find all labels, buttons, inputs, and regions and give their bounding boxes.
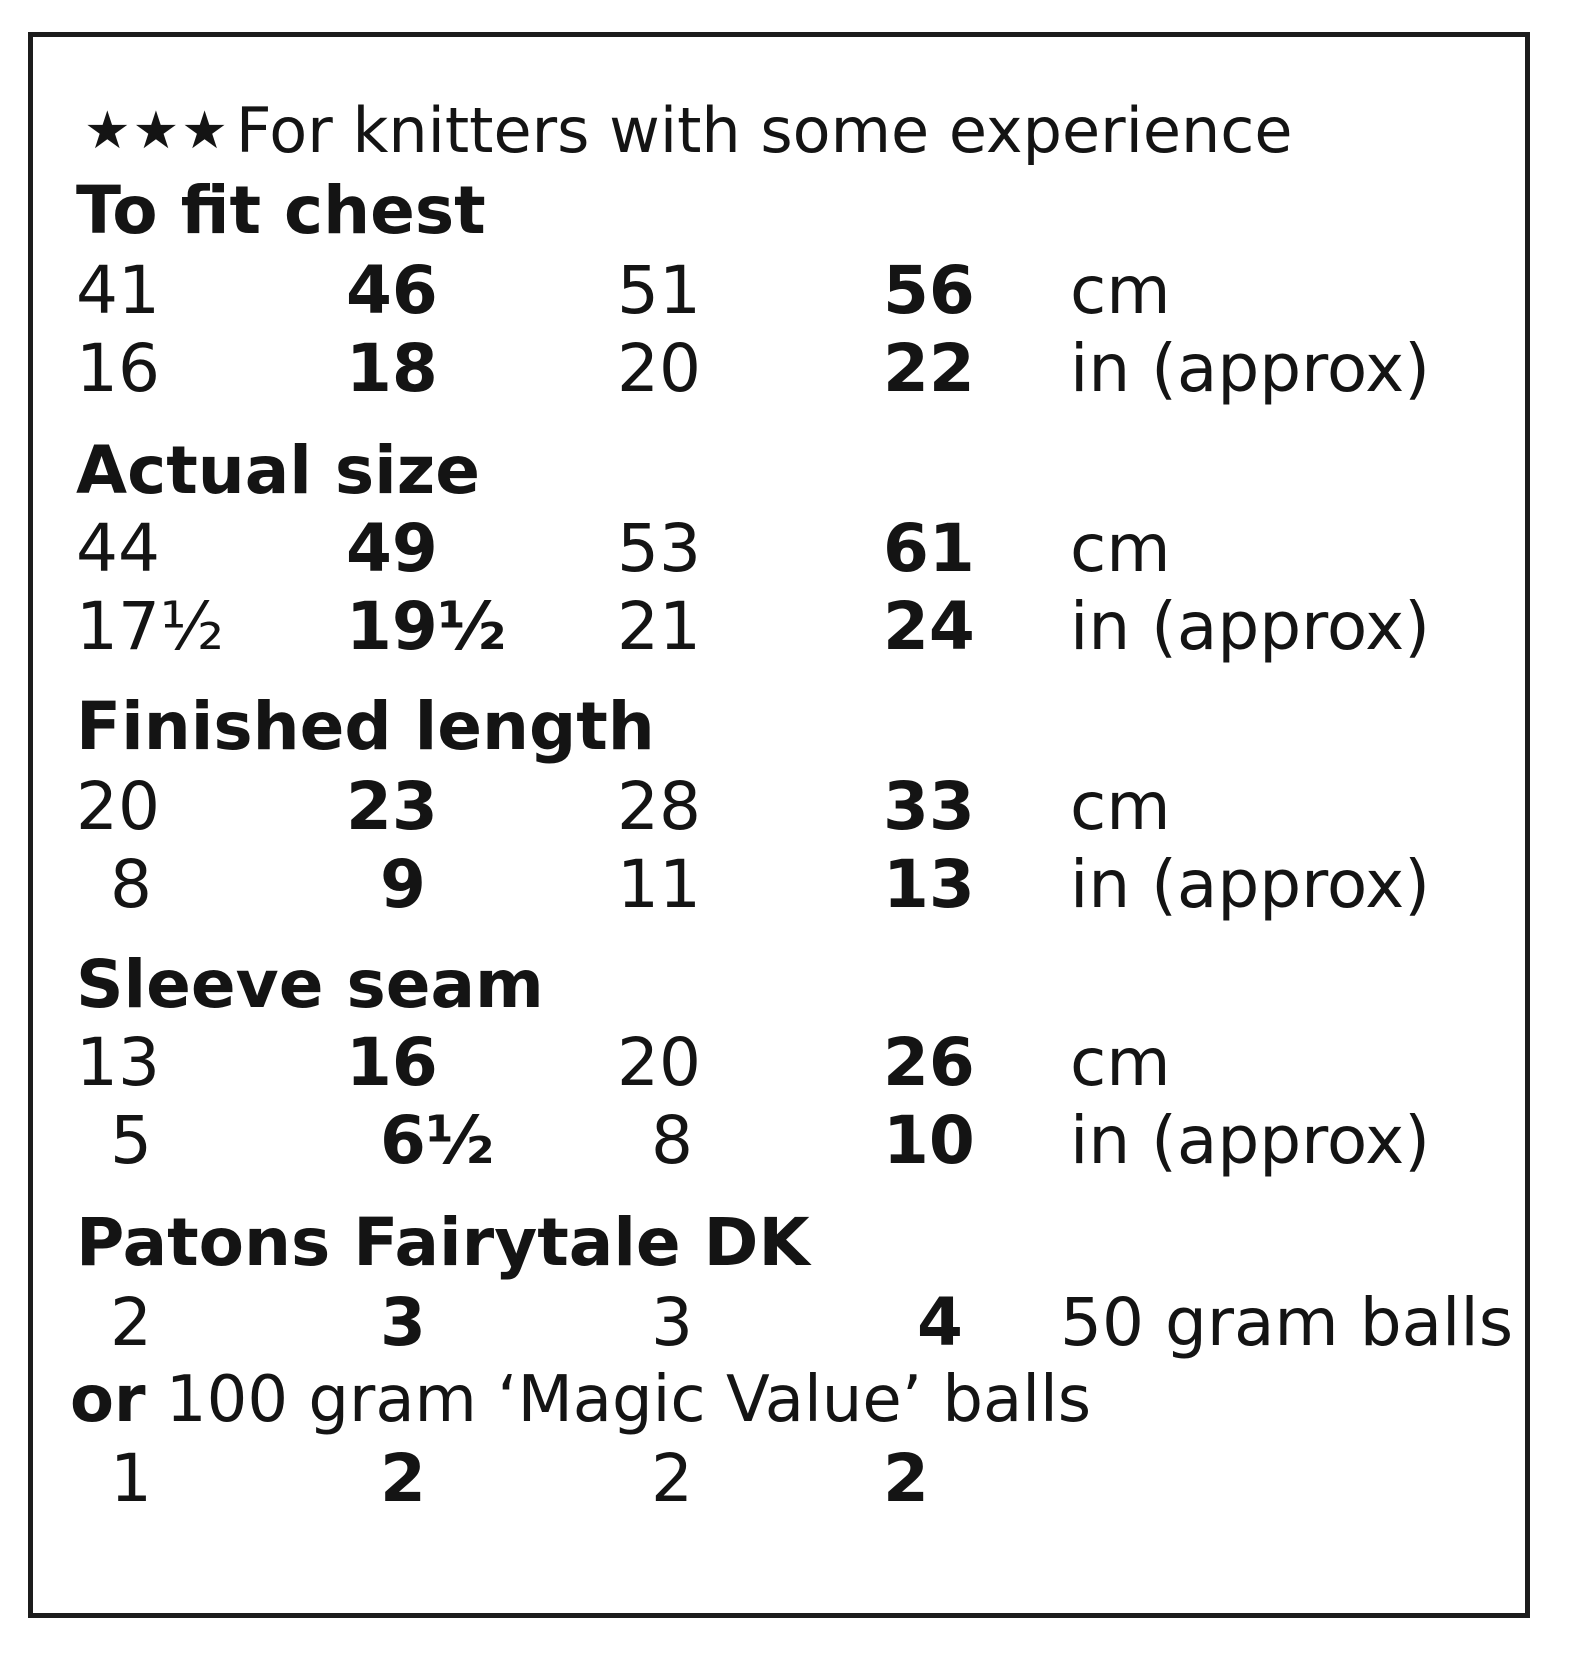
size-value: 51	[617, 252, 701, 329]
alternative-yarn-text: 100 gram ‘Magic Value’ balls	[165, 1363, 1092, 1437]
table-row	[0, 510, 1588, 587]
section-heading: Sleeve seam	[76, 946, 544, 1023]
size-value: 6½	[380, 1102, 495, 1179]
experience-text: For knitters with some experience	[235, 94, 1293, 167]
size-value: 23	[346, 768, 438, 845]
size-value: 56	[883, 252, 975, 329]
size-value: 20	[617, 330, 701, 407]
table-row	[0, 1024, 1588, 1101]
size-value: 19½	[346, 588, 507, 665]
size-value: 61	[883, 510, 975, 587]
size-value: 49	[346, 510, 438, 587]
unit-label: cm	[1070, 1024, 1171, 1101]
size-value: 22	[883, 330, 975, 407]
unit-label: in (approx)	[1070, 1102, 1430, 1179]
size-value: 44	[76, 510, 160, 587]
size-value: 10	[883, 1102, 975, 1179]
size-value: 3	[651, 1284, 693, 1361]
size-value: 8	[651, 1102, 693, 1179]
table-row	[0, 1284, 1588, 1361]
table-row	[0, 1102, 1588, 1179]
size-value: 11	[617, 846, 701, 923]
section-heading: Patons Fairytale DK	[76, 1204, 810, 1281]
unit-label: in (approx)	[1070, 846, 1430, 923]
size-value: 16	[76, 330, 160, 407]
unit-label: cm	[1070, 768, 1171, 845]
size-value: 1	[110, 1440, 152, 1517]
unit-label: 50 gram balls	[1060, 1284, 1514, 1361]
size-value: 8	[110, 846, 152, 923]
size-value: 41	[76, 252, 160, 329]
size-value: 26	[883, 1024, 975, 1101]
alternative-yarn-line	[70, 1363, 1092, 1437]
experience-level	[84, 94, 1293, 167]
table-row	[0, 1440, 1588, 1517]
size-value: 2	[380, 1440, 426, 1517]
section-heading: Finished length	[76, 688, 655, 765]
size-value: 13	[76, 1024, 160, 1101]
unit-label: in (approx)	[1070, 330, 1430, 407]
size-value: 13	[883, 846, 975, 923]
size-value: 3	[380, 1284, 426, 1361]
size-value: 18	[346, 330, 438, 407]
size-value: 5	[110, 1102, 152, 1179]
size-value: 2	[651, 1440, 693, 1517]
or-label: or	[70, 1363, 146, 1437]
section-heading: To fit chest	[76, 172, 486, 249]
size-value: 28	[617, 768, 701, 845]
section-heading: Actual size	[76, 432, 480, 509]
size-value: 20	[617, 1024, 701, 1101]
size-value: 17½	[76, 588, 224, 665]
size-value: 21	[617, 588, 701, 665]
size-value: 2	[883, 1440, 929, 1517]
size-value: 33	[883, 768, 975, 845]
table-row	[0, 846, 1588, 923]
size-value: 24	[883, 588, 975, 665]
table-row	[0, 252, 1588, 329]
size-value: 20	[76, 768, 160, 845]
table-row	[0, 330, 1588, 407]
size-value: 2	[110, 1284, 152, 1361]
size-value: 4	[917, 1284, 963, 1361]
table-row	[0, 768, 1588, 845]
table-row	[0, 588, 1588, 665]
unit-label: in (approx)	[1070, 588, 1430, 665]
size-value: 16	[346, 1024, 438, 1101]
size-value: 9	[380, 846, 426, 923]
star-rating-icon: ★★★	[84, 101, 230, 161]
size-value: 46	[346, 252, 438, 329]
unit-label: cm	[1070, 252, 1171, 329]
unit-label: cm	[1070, 510, 1171, 587]
size-value: 53	[617, 510, 701, 587]
